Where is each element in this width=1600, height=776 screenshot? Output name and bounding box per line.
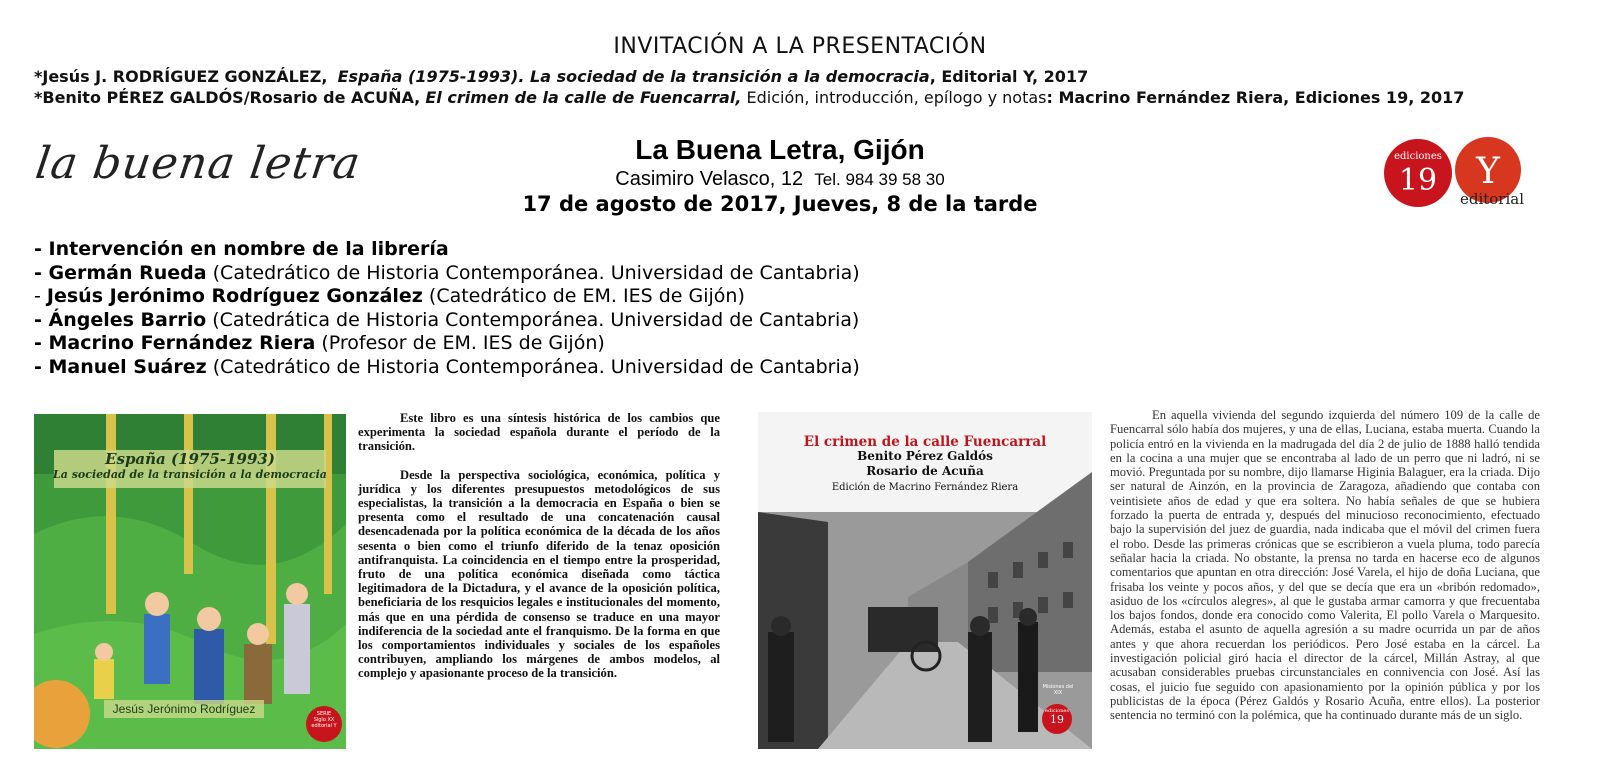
speaker-row: - Jesús Jerónimo Rodríguez González (Catedrático de EM. IES de Gijón) [34,285,745,307]
cover2-series-badge: Misiones del XIX [1042,684,1074,696]
book-line-2 [34,88,1464,107]
cover1-subtitle: La sociedad de la transición a la democracia [53,468,327,481]
speaker-list [34,238,860,379]
speaker-name: Manuel Suárez [48,355,207,378]
cover2-author1: Benito Pérez Galdós [857,449,993,463]
editorial-y-letter: Y [1476,151,1500,192]
speaker-row: - Macrino Fernández Riera (Profesor de EM. IES de Gijón) [34,332,605,354]
address-text: Casimiro Velasco, 12 [615,168,804,190]
book-cover-espana [34,414,346,749]
book1-description [358,411,720,695]
cover2-publisher-badge: ediciones 19 [1045,708,1069,726]
speaker-row: - Intervención en nombre de la librería [34,238,449,260]
speaker-name: Jesús Jerónimo Rodríguez González [46,285,423,307]
book1-author: *Jesús J. RODRÍGUEZ GONZÁLEZ, [34,67,328,86]
ediciones-19-small: ediciones [1394,151,1442,162]
book1-publisher: , Editorial Y, 2017 [929,67,1089,86]
cover2-title: El crimen de la calle Fuencarral [803,434,1047,450]
speaker-row: - Ángeles Barrio (Catedrática de Historia Contemporánea. Universidad de Cantabria) [34,308,860,331]
book2-title: El crimen de la calle de Fuencarral, [425,88,742,107]
speaker-role: (Catedrática de Historia Contemporánea. Universidad de Cantabria) [206,308,860,331]
speaker-role: (Catedrático de Historia Contemporánea. Universidad de Cantabria) [206,261,860,284]
book2-editor: : Macrino Fernández Riera, Ediciones 19, 2017 [1046,88,1465,107]
venue-name: La Buena Letra, Gijón [635,134,925,165]
cover1-title: España (1975-1993) [105,450,275,468]
event-date: 17 de agosto de 2017, Jueves, 8 de la tarde [522,192,1038,216]
invitation-title: INVITACIÓN A LA PRESENTACIÓN [613,34,987,59]
speaker-name: Intervención en nombre de la librería [48,238,449,260]
cover1-author: Jesús Jerónimo Rodríguez [112,702,256,716]
speaker-role: (Catedrático de EM. IES de Gijón) [422,285,745,307]
cover2-author2: Rosario de Acuña [866,464,984,478]
book-line-1 [34,67,1088,86]
speaker-role: (Catedrático de Historia Contemporánea. Universidad de Cantabria) [206,355,860,378]
ediciones-19-logo [1384,139,1452,207]
speaker-name: Macrino Fernández Riera [48,332,316,354]
ediciones-19-number: 19 [1398,163,1438,198]
speaker-row: - Manuel Suárez (Catedrático de Historia Contemporánea. Universidad de Cantabria) [34,355,860,378]
book1-title: España (1975-1993). La sociedad de la transición a la democracia [337,67,930,86]
venue-address [480,168,1080,191]
phone-text: Tel. 984 39 58 30 [814,170,945,189]
speaker-name: Germán Rueda [48,261,207,284]
editorial-y-caption: editorial [1459,190,1525,208]
cover1-series-badge: SERIE Siglo XX editorial Y [311,711,337,729]
book2-edition: Edición, introducción, epílogo y notas [746,88,1047,107]
book2-author: *Benito PÉREZ GALDÓS/Rosario de ACUÑA, [34,88,421,107]
book1-description-paragraph: Desde la perspectiva sociológica, económica, política y jurídica y los diferentes presupuestos metodológicos de sus especialistas, la transición a la democracia en España o bien se presenta como el resultado de una concatenación causal desencadenada por la política económica de la década de los años sesenta o bien como el triunfo diferido de la tenaz oposición antifranquista. La coincidencia en el tiempo entre la prosperidad, fruto de una política económica diseñada como táctica legitimadora de la Dictadura, y el avance de la oposición política, beneficiaria de los resquicios legales e institucionales del momento, más que en una pérdida de consenso se traduce en una mayor indiferencia de la sociedad ante el franquismo. De la forma en que los comportamientos individuales y sociales de los españoles contribuyen, ampliando los márgenes de ambos modelos, al complejo y apasionante proceso de la transición. [358,467,720,681]
book1-description-paragraph: Este libro es una síntesis histórica de los cambios que experimenta la sociedad española durante el período de la transición. [358,411,720,454]
la-buena-letra-logo: la buena letra [32,138,365,189]
speaker-name: Ángeles Barrio [48,308,207,331]
cover2-edition: Edición de Macrino Fernández Riera [831,482,1019,493]
book2-description [1110,408,1540,723]
speaker-row: - Germán Rueda (Catedrático de Historia Contemporánea. Universidad de Cantabria) [34,261,860,284]
book-cover-fuencarral [758,412,1092,749]
speaker-role: (Profesor de EM. IES de Gijón) [315,332,605,354]
book2-description-paragraph: En aquella vivienda del segundo izquierda del número 109 de la calle de Fuencarral sólo había dos mujeres, y una de ellas, Luciana, estaba muerta. Cuando la policía entró en la vivienda en la madrugada del día 2 de julio de 1888 halló tendida en la cocina a una mujer que se encontraba al lado de un perro que ni ladró, ni se movió. Preguntada por su nombre, dijo llamarse Higinia Balaguer, era la criada. Dijo ser natural de Ainzón, en la provincia de Zaragoza, añadiendo que contaba con veintisiete años de edad y que era soltera. No había señales de que se hubiera forzado la puerta de entrada y, después del minucioso reconocimiento, efectuado bajo la supervisión del juez de guardia, nada indicaba que el móvil del crimen fuera el robo. Desde las primeras crónicas que se escribieron a vuela pluma, todo parecía señalar hacia la criada. No obstante, la prensa no tarda en hacerse eco de algunos comentarios que apuntan en otra dirección: José Varela, el hijo de doña Luciana, que frisaba los veinte y pocos años, y del que se decía que era un «bribón redomado», asiduo de los «círculos alegres», al que le gustaba armar camorra y que frecuentaba los bajos fondos, donde era conocido como Valerita, El pollo Varela o Marquesito. Además, estaba el asunto de aquella agresión a su madre ocurrida un par de años antes y que ahora recuerdan los periódicos. Pero José estaba en la cárcel. La investigación policial giró hacia el director de la cárcel, Millán Astray, al que acusaban considerables pruebas circunstanciales en connivencia con José. Así las cosas, el juicio fue seguido con apasionamiento por la opinión pública y por los publicistas de la época (Pérez Galdós y Rosario Acuña, entre ellos). La posterior sentencia no terminó con la polémica, que ha continuado durante más de un siglo. [1110,408,1540,723]
